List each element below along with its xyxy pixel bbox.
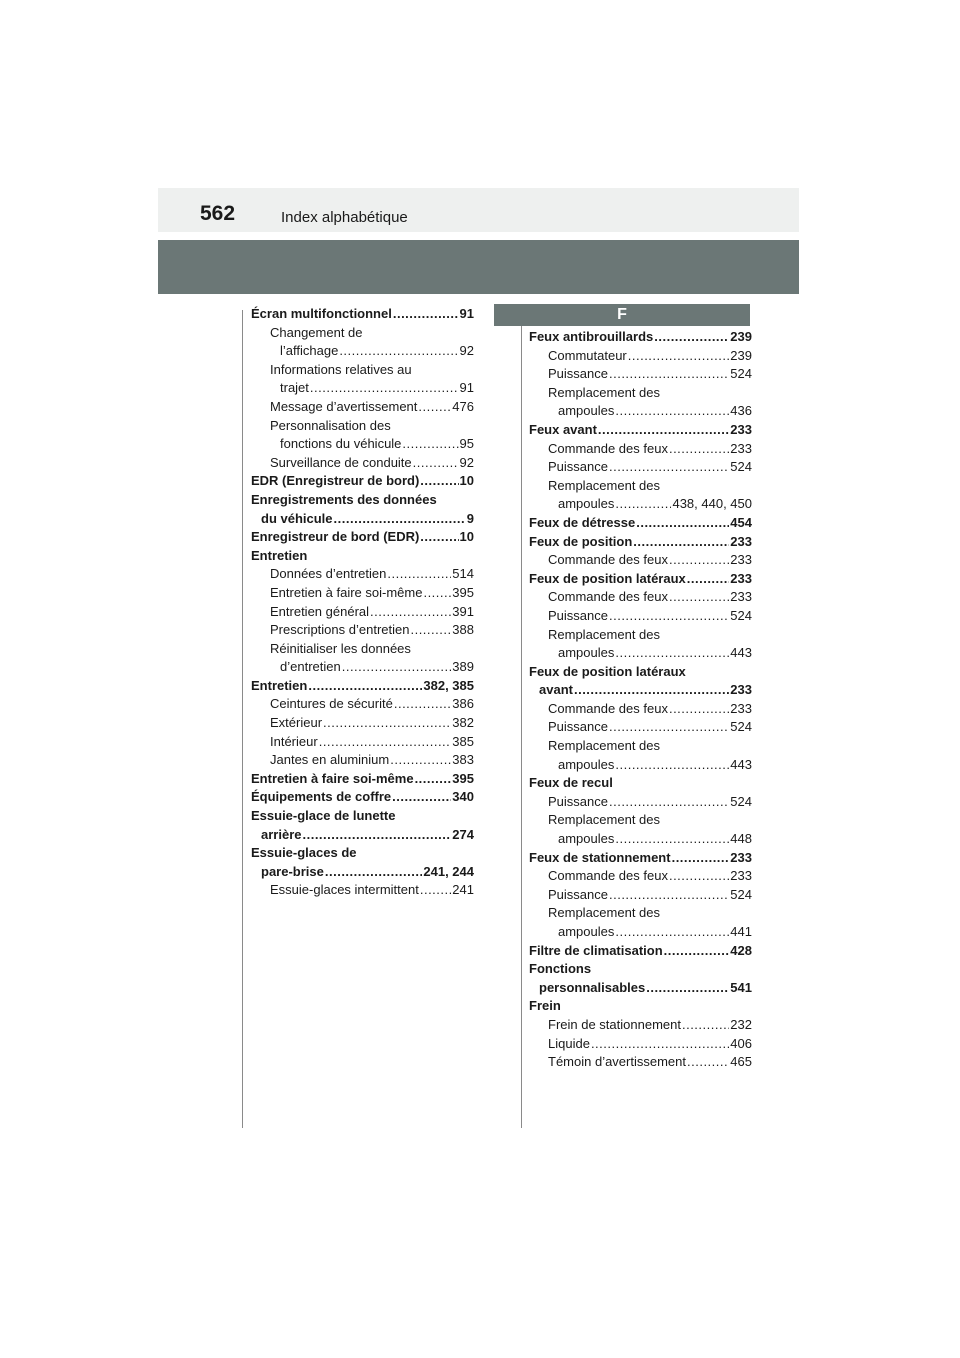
entry-page-number: 524 (730, 607, 752, 623)
index-entry (529, 402, 752, 421)
column-divider-left (242, 310, 243, 1128)
dot-leader (669, 588, 729, 607)
entry-text: Puissance (548, 459, 608, 475)
entry-page-number: 274 (452, 826, 474, 842)
dot-leader (420, 528, 458, 547)
index-entry (529, 421, 752, 440)
index-entry (529, 533, 752, 552)
entry-page-number: 524 (730, 719, 752, 735)
entry-page-number: 524 (730, 886, 752, 902)
entry-text: Entretien général (270, 603, 370, 619)
index-entry (251, 788, 474, 807)
dot-leader (669, 700, 729, 719)
dot-leader (669, 440, 729, 459)
entry-text: Puissance (548, 366, 608, 382)
index-entry (529, 1016, 752, 1035)
entry-text: ampoules (558, 403, 615, 419)
entry-page-number: 233 (730, 589, 752, 605)
entry-text: Intérieur (270, 733, 318, 749)
index-entry-text: Personnalisation des (270, 417, 391, 433)
index-entry (529, 849, 752, 868)
index-entry (529, 756, 752, 775)
index-entry-text: Feux de position latéraux (529, 663, 686, 679)
entry-text: Témoin d’avertissement (548, 1054, 686, 1070)
index-entry (251, 881, 474, 900)
entry-text: fonctions du véhicule (280, 436, 402, 452)
dot-leader (392, 788, 451, 807)
index-entry (529, 495, 752, 514)
entry-page-number: 340 (452, 789, 474, 805)
entry-page-number: 233 (730, 552, 752, 568)
dot-leader (615, 830, 729, 849)
dot-leader (687, 570, 730, 589)
dot-leader (609, 458, 729, 477)
index-entry-text: Remplacement des (548, 812, 660, 828)
dot-leader (308, 677, 422, 696)
entry-text: ampoules (558, 756, 615, 772)
entry-page-number: 436 (730, 403, 752, 419)
entry-text: Ceintures de sécurité (270, 696, 393, 712)
index-entry (251, 379, 474, 398)
entry-text: Entretien à faire soi-même (270, 584, 423, 600)
entry-page-number: 541 (730, 979, 752, 995)
entry-page-number: 232 (730, 1016, 752, 1032)
dot-leader (390, 751, 451, 770)
entry-text: ampoules (558, 645, 615, 661)
entry-text: Commande des feux (548, 589, 668, 605)
entry-text: Message d’avertissement (270, 398, 418, 414)
dot-leader (418, 398, 451, 417)
dot-leader (664, 942, 730, 961)
entry-text: Feux avant (529, 421, 597, 437)
entry-page-number: 406 (730, 1035, 752, 1051)
index-entry (529, 347, 752, 366)
entry-text: arrière (261, 826, 302, 842)
entry-text: Feux de détresse (529, 514, 636, 530)
entry-page-number: 454 (730, 514, 752, 530)
entry-page-number: 385 (452, 733, 474, 749)
dot-leader (633, 533, 729, 552)
entry-text: Feux de stationnement (529, 849, 671, 865)
dot-leader (669, 867, 729, 886)
entry-page-number: 91 (459, 306, 474, 321)
section-title: Index alphabétique (281, 209, 408, 226)
index-entry (529, 942, 752, 961)
index-entry (251, 305, 474, 324)
entry-text: Puissance (548, 793, 608, 809)
entry-page-number: 441 (730, 924, 752, 939)
entry-text: Feux de position latéraux (529, 570, 686, 586)
entry-page-number: 241, 244 (423, 863, 474, 879)
entry-page-number: 383 (452, 752, 474, 768)
dot-leader (615, 644, 729, 663)
column-divider-middle (521, 310, 522, 1128)
entry-text: Surveillance de conduite (270, 454, 412, 470)
entry-page-number: 233 (730, 440, 752, 456)
entry-page-number: 395 (452, 584, 474, 600)
index-entry-text: Fonctions (529, 961, 592, 977)
entry-text: Commande des feux (548, 700, 668, 716)
entry-page-number: 386 (452, 696, 474, 712)
dot-leader (609, 607, 729, 626)
index-entry (529, 551, 752, 570)
index-entry (529, 830, 752, 849)
index-entry-text: Frein (529, 998, 561, 1014)
entry-page-number: 233 (730, 570, 752, 586)
entry-text: d’entretien (280, 659, 341, 675)
entry-text: Liquide (548, 1035, 590, 1051)
dot-leader (598, 421, 729, 440)
dot-leader (415, 770, 452, 789)
index-entry (529, 923, 752, 942)
entry-text: pare-brise (261, 863, 324, 879)
entry-page-number: 239 (730, 329, 752, 344)
dot-leader (636, 514, 729, 533)
index-entry-text: Remplacement des (548, 384, 660, 400)
index-entry (529, 644, 752, 663)
entry-text: Enregistreur de bord (EDR) (251, 529, 420, 545)
index-entry (251, 603, 474, 622)
entry-text: ampoules (558, 924, 615, 939)
dot-leader (615, 402, 729, 421)
entry-text: Commande des feux (548, 868, 668, 884)
entry-page-number: 10 (459, 529, 474, 545)
dot-leader (672, 849, 730, 868)
index-column-right (529, 328, 752, 1072)
entry-text: avant (539, 682, 573, 698)
entry-text: trajet (280, 380, 309, 396)
entry-text: Frein de stationnement (548, 1016, 681, 1032)
entry-page-number: 95 (459, 436, 474, 452)
entry-page-number: 465 (730, 1054, 752, 1070)
index-entry-text: Enregistrements des données (251, 491, 437, 507)
entry-text: Entretien à faire soi-même (251, 770, 414, 786)
index-entry (251, 863, 474, 882)
entry-text: Entretien (251, 677, 308, 693)
dot-leader (574, 681, 729, 700)
index-entry-text: Essuie-glace de lunette (251, 808, 396, 824)
index-entry (251, 398, 474, 417)
index-entry (529, 458, 752, 477)
entry-text: ampoules (558, 831, 615, 847)
dot-leader (339, 342, 458, 361)
dot-leader (609, 886, 729, 905)
dot-leader (370, 603, 451, 622)
index-entry (251, 770, 474, 789)
entry-page-number: 443 (730, 645, 752, 661)
entry-page-number: 382, 385 (423, 677, 474, 693)
dot-leader (342, 658, 452, 677)
dot-leader (615, 923, 729, 942)
index-entry (251, 454, 474, 473)
entry-text: Puissance (548, 886, 608, 902)
index-entry (529, 700, 752, 719)
entry-page-number: 233 (730, 421, 752, 437)
dot-leader (609, 365, 729, 384)
dot-leader (302, 826, 451, 845)
index-entry (529, 979, 752, 998)
dot-leader (420, 881, 451, 900)
index-entry-text: Remplacement des (548, 905, 660, 921)
index-entry (251, 826, 474, 845)
entry-text: Feux antibrouillards (529, 329, 654, 344)
entry-page-number: 524 (730, 793, 752, 809)
index-entry-text: Feux de recul (529, 775, 613, 791)
index-entry (529, 588, 752, 607)
entry-text: ampoules (558, 496, 615, 512)
index-entry (529, 681, 752, 700)
entry-text: Essuie-glaces intermittent (270, 882, 419, 898)
index-entry (529, 570, 752, 589)
entry-page-number: 476 (452, 398, 474, 414)
entry-text: Feux de position (529, 533, 633, 549)
dot-leader (323, 714, 451, 733)
index-entry (251, 510, 474, 529)
dot-leader (423, 584, 451, 603)
header-band (158, 188, 799, 232)
index-entry (251, 435, 474, 454)
index-entry (251, 714, 474, 733)
index-entry (529, 365, 752, 384)
dot-leader (669, 551, 729, 570)
entry-page-number: 524 (730, 459, 752, 475)
entry-text: Équipements de coffre (251, 789, 392, 805)
index-entry (251, 342, 474, 361)
entry-page-number: 448 (730, 831, 752, 847)
entry-page-number: 443 (730, 756, 752, 772)
index-entry (251, 472, 474, 491)
index-entry (251, 751, 474, 770)
entry-page-number: 233 (730, 533, 752, 549)
dot-leader (654, 328, 729, 347)
index-entry-text: Réinitialiser les données (270, 640, 411, 656)
dot-leader (394, 695, 451, 714)
dot-leader (310, 379, 459, 398)
dot-leader (387, 565, 451, 584)
entry-page-number: 10 (459, 473, 474, 489)
dot-leader (334, 510, 466, 529)
dot-leader (609, 793, 729, 812)
entry-page-number: 239 (730, 347, 752, 363)
entry-page-number: 388 (452, 622, 474, 638)
entry-text: l’affichage (280, 343, 339, 359)
dot-leader (325, 863, 423, 882)
index-entry-text: Remplacement des (548, 626, 660, 642)
index-entry (529, 328, 752, 347)
entry-page-number: 524 (730, 366, 752, 382)
dot-leader (615, 495, 671, 514)
entry-text: personnalisables (539, 979, 646, 995)
entry-text: Puissance (548, 607, 608, 623)
section-letter-tab: F (494, 304, 750, 326)
dot-leader (410, 621, 451, 640)
entry-page-number: 91 (459, 380, 474, 396)
entry-text: EDR (Enregistreur de bord) (251, 473, 420, 489)
dot-leader (615, 756, 729, 775)
index-entry (251, 565, 474, 584)
index-entry-text: Essuie-glaces de (251, 845, 357, 861)
index-entry (251, 528, 474, 547)
entry-text: Jantes en aluminium (270, 752, 390, 768)
index-entry (529, 1053, 752, 1072)
index-entry-text: Informations relatives au (270, 361, 412, 377)
dot-leader (420, 472, 458, 491)
dot-leader (413, 454, 459, 473)
entry-page-number: 438, 440, 450 (672, 496, 752, 512)
entry-text: Filtre de climatisation (529, 942, 663, 958)
decorative-banner (158, 240, 799, 294)
dot-leader (319, 733, 452, 752)
dot-leader (402, 435, 458, 454)
entry-page-number: 514 (452, 566, 474, 582)
entry-page-number: 233 (730, 700, 752, 716)
index-entry (529, 1035, 752, 1054)
index-entry (251, 733, 474, 752)
index-column-left (251, 305, 474, 900)
index-entry (251, 658, 474, 677)
entry-text: Commande des feux (548, 552, 668, 568)
entry-text: Puissance (548, 719, 608, 735)
index-entry (251, 677, 474, 696)
entry-page-number: 395 (452, 770, 474, 786)
index-entry (529, 867, 752, 886)
dot-leader (609, 718, 729, 737)
dot-leader (393, 305, 459, 324)
index-entry (529, 607, 752, 626)
index-entry (251, 695, 474, 714)
dot-leader (591, 1035, 729, 1054)
entry-page-number: 233 (730, 849, 752, 865)
entry-page-number: 389 (452, 659, 474, 675)
entry-page-number: 233 (730, 868, 752, 884)
index-entry (529, 718, 752, 737)
index-entry (251, 621, 474, 640)
entry-page-number: 233 (730, 682, 752, 698)
index-entry-text: Remplacement des (548, 477, 660, 493)
entry-page-number: 92 (459, 343, 474, 359)
entry-page-number: 241 (452, 882, 474, 898)
entry-page-number: 382 (452, 715, 474, 731)
entry-page-number: 428 (730, 942, 752, 958)
dot-leader (687, 1053, 729, 1072)
index-entry (529, 514, 752, 533)
entry-text: du véhicule (261, 510, 333, 526)
entry-page-number: 9 (466, 510, 474, 526)
index-entry (529, 440, 752, 459)
index-entry-text: Remplacement des (548, 738, 660, 754)
dot-leader (646, 979, 729, 998)
entry-text: Extérieur (270, 715, 323, 731)
page-number: 562 (200, 202, 236, 225)
entry-text: Commande des feux (548, 440, 668, 456)
index-entry (529, 886, 752, 905)
entry-text: Écran multifonctionnel (251, 306, 392, 321)
entry-text: Prescriptions d’entretien (270, 622, 410, 638)
index-entry-text: Changement de (270, 324, 363, 340)
dot-leader (682, 1016, 729, 1035)
index-entry (529, 793, 752, 812)
entry-text: Commutateur (548, 347, 627, 363)
index-entry-text: Entretien (251, 547, 308, 563)
dot-leader (628, 347, 730, 366)
entry-page-number: 92 (459, 454, 474, 470)
index-entry (251, 584, 474, 603)
entry-page-number: 391 (452, 603, 474, 619)
entry-text: Données d’entretien (270, 566, 387, 582)
